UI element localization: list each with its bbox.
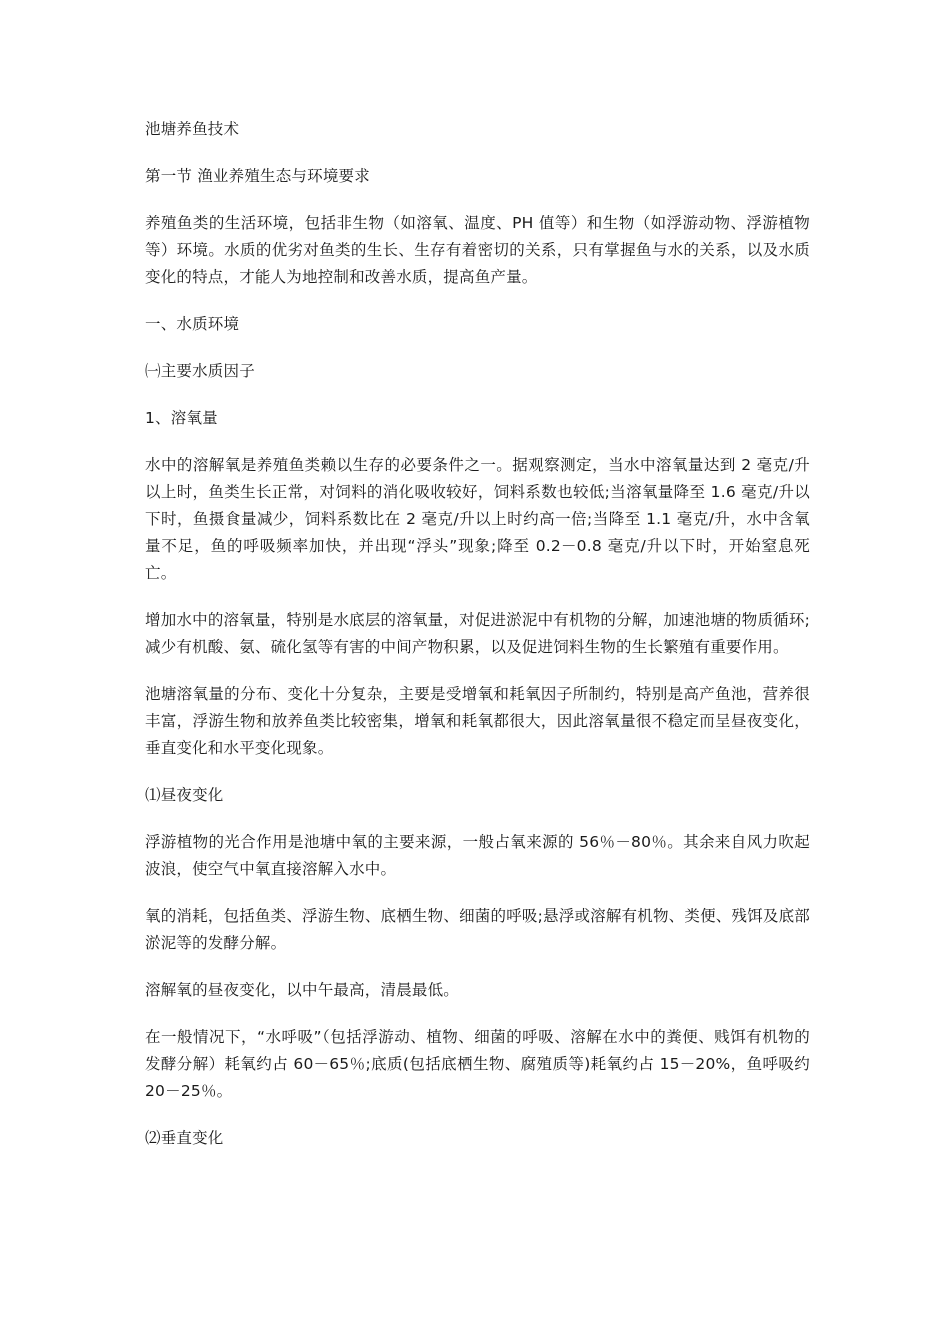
body-paragraph: 水中的溶解氧是养殖鱼类赖以生存的必要条件之一。据观察测定，当水中溶氧量达到 2 毫克/升以上时，鱼类生长正常，对饲料的消化吸收较好，饲料系数也较低;当溶氧量降至 1.6 毫克/升以下时，鱼摄食量减少，饲料系数比在 2 毫克/升以上时约高一倍;当降至 1.1 毫克/升，水中含氧量不足，鱼的呼吸频率加快，并出现“浮头”现象;降至 0.2－0.8 毫克/升以下时，开始窒息死亡。 (145, 456, 810, 582)
item-heading-vertical: ⑵垂直变化 (145, 1129, 224, 1147)
body-paragraph: 氧的消耗，包括鱼类、浮游生物、底栖生物、细菌的呼吸;悬浮或溶解有机物、类便、残饵及底部淤泥等的发酵分解。 (145, 907, 810, 952)
item-heading-dissolved-oxygen: 1、溶氧量 (145, 409, 218, 427)
document-body (145, 116, 810, 1152)
section-heading: 第一节 渔业养殖生态与环境要求 (145, 167, 370, 185)
body-paragraph: 池塘溶氧量的分布、变化十分复杂，主要是受增氧和耗氧因子所制约，特别是高产鱼池，营养很丰富，浮游生物和放养鱼类比较密集，增氧和耗氧都很大，因此溶氧量很不稳定而呈昼夜变化，垂直变化和水平变化现象。 (145, 685, 810, 757)
body-paragraph: 增加水中的溶氧量，特别是水底层的溶氧量，对促进淤泥中有机物的分解，加速池塘的物质循环;减少有机酸、氨、硫化氢等有害的中间产物积累，以及促进饲料生物的生长繁殖有重要作用。 (145, 611, 810, 656)
subsection-heading-main-factors: ㈠主要水质因子 (145, 362, 255, 380)
document-title: 池塘养鱼技术 (145, 120, 240, 138)
intro-paragraph: 养殖鱼类的生活环境，包括非生物（如溶氧、温度、PH 值等）和生物（如浮游动物、浮游植物等）环境。水质的优劣对鱼类的生长、生存有着密切的关系，只有掌握鱼与水的关系，以及水质变化的特点，才能人为地控制和改善水质，提高鱼产量。 (145, 214, 810, 286)
item-heading-day-night: ⑴昼夜变化 (145, 786, 224, 804)
body-paragraph: 浮游植物的光合作用是池塘中氧的主要来源，一般占氧来源的 56％－80％。其余来自风力吹起波浪，使空气中氧直接溶解入水中。 (145, 833, 810, 878)
subsection-heading-water-quality: 一、水质环境 (145, 315, 240, 333)
body-paragraph: 在一般情况下，“水呼吸”（包括浮游动、植物、细菌的呼吸、溶解在水中的粪便、贱饵有机物的发酵分解）耗氧约占 60－65％;底质(包括底栖生物、腐殖质等)耗氧约占 15－20%，鱼呼吸约 20－25％。 (145, 1028, 810, 1100)
body-paragraph: 溶解氧的昼夜变化，以中午最高，清晨最低。 (145, 981, 460, 999)
